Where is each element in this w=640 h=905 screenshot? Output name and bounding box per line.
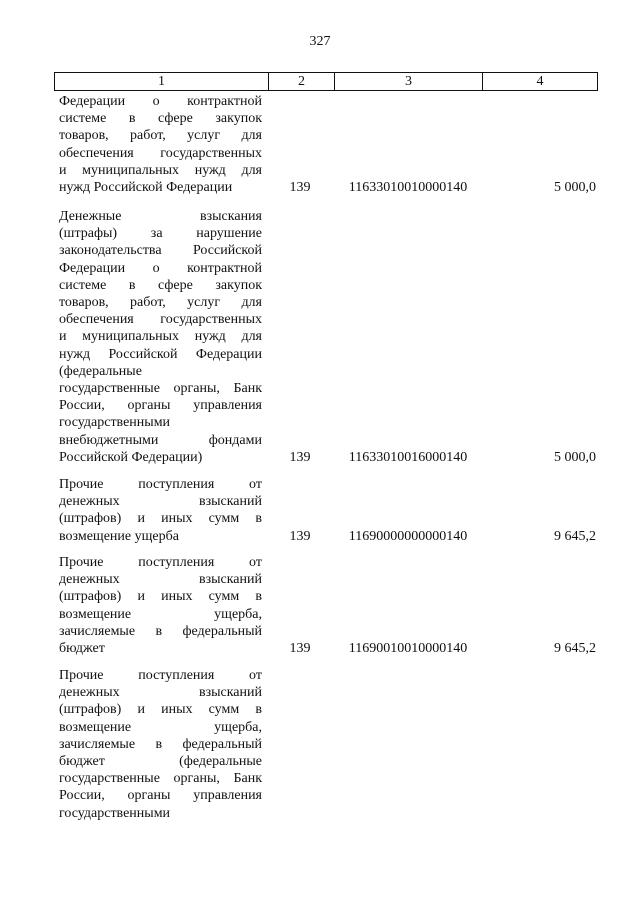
- budget-classification-code: 11633010010000140: [348, 180, 468, 195]
- admin-code: 139: [289, 449, 311, 465]
- description-line: системе в сфере закупок: [59, 277, 262, 293]
- column-3-number: 3: [335, 73, 483, 91]
- description-line: нужд Российской Федерации: [59, 180, 233, 196]
- column-1-number: 1: [55, 73, 269, 91]
- description-line: зачисляемые в федеральный: [59, 623, 262, 639]
- description-line: системе в сфере закупок: [59, 111, 262, 127]
- description-line: государственными: [59, 415, 171, 431]
- page-number: 327: [309, 34, 331, 49]
- description-line: товаров, работ, услуг для: [59, 295, 262, 311]
- description-line: Российской Федерации): [59, 449, 203, 465]
- description-line: государственными: [59, 805, 171, 821]
- description-line: (штрафы) за нарушение: [59, 226, 262, 242]
- amount-value: 9 645,2: [554, 641, 596, 656]
- column-4-number: 4: [483, 73, 598, 91]
- description-line: денежных взысканий: [59, 494, 262, 510]
- admin-code: 139: [289, 641, 311, 656]
- amount-value: 5 000,0: [554, 449, 596, 465]
- description-line: возмещение ущерба,: [59, 719, 262, 735]
- description-line: товаров, работ, услуг для: [59, 128, 262, 144]
- description-line: бюджет (федеральные: [59, 754, 262, 770]
- description-line: законодательства Российской: [59, 243, 262, 259]
- description-line: Федерации о контрактной: [59, 260, 262, 276]
- description-line: России, органы управления: [59, 398, 262, 414]
- description-line: Федерации о контрактной: [59, 94, 262, 109]
- row-description: [59, 208, 262, 466]
- description-line: (штрафов) и иных сумм в: [59, 589, 262, 605]
- description-line: (федеральные: [59, 363, 142, 379]
- description-line: возмещение ущерба: [59, 528, 179, 544]
- amount-value: 9 645,2: [554, 528, 596, 544]
- description-line: России, органы управления: [59, 788, 262, 804]
- description-line: (штрафов) и иных сумм в: [59, 702, 262, 718]
- row-description: [59, 476, 262, 545]
- description-line: государственные органы, Банк: [59, 771, 262, 787]
- admin-code: 139: [289, 180, 311, 195]
- description-line: обеспечения государственных: [59, 145, 262, 161]
- budget-classification-code: 11690010010000140: [348, 641, 468, 656]
- description-line: Прочие поступления от: [59, 668, 262, 683]
- description-line: зачисляемые в федеральный: [59, 736, 262, 752]
- row-description: [59, 93, 262, 196]
- description-line: Прочие поступления от: [59, 555, 262, 570]
- description-line: денежных взысканий: [59, 572, 262, 588]
- description-line: внебюджетными фондами: [59, 432, 262, 448]
- description-line: Прочие поступления от: [59, 477, 262, 492]
- row-description: [59, 554, 262, 657]
- description-line: и муниципальных нужд для: [59, 162, 262, 178]
- description-line: нужд Российской Федерации: [59, 346, 262, 362]
- description-line: денежных взысканий: [59, 685, 262, 701]
- description-line: бюджет: [59, 641, 105, 657]
- admin-code: 139: [289, 528, 311, 544]
- budget-classification-code: 11690000000000140: [348, 528, 468, 544]
- amount-value: 5 000,0: [554, 180, 596, 195]
- row-description: [59, 667, 262, 822]
- description-line: государственные органы, Банк: [59, 381, 262, 397]
- description-line: Денежные взыскания: [59, 209, 262, 224]
- description-line: (штрафов) и иных сумм в: [59, 511, 262, 527]
- description-line: обеспечения государственных: [59, 312, 262, 328]
- column-2-number: 2: [269, 73, 335, 91]
- description-line: и муниципальных нужд для: [59, 329, 262, 345]
- description-line: возмещение ущерба,: [59, 606, 262, 622]
- column-number-header: [54, 72, 598, 91]
- budget-classification-code: 11633010016000140: [348, 449, 468, 465]
